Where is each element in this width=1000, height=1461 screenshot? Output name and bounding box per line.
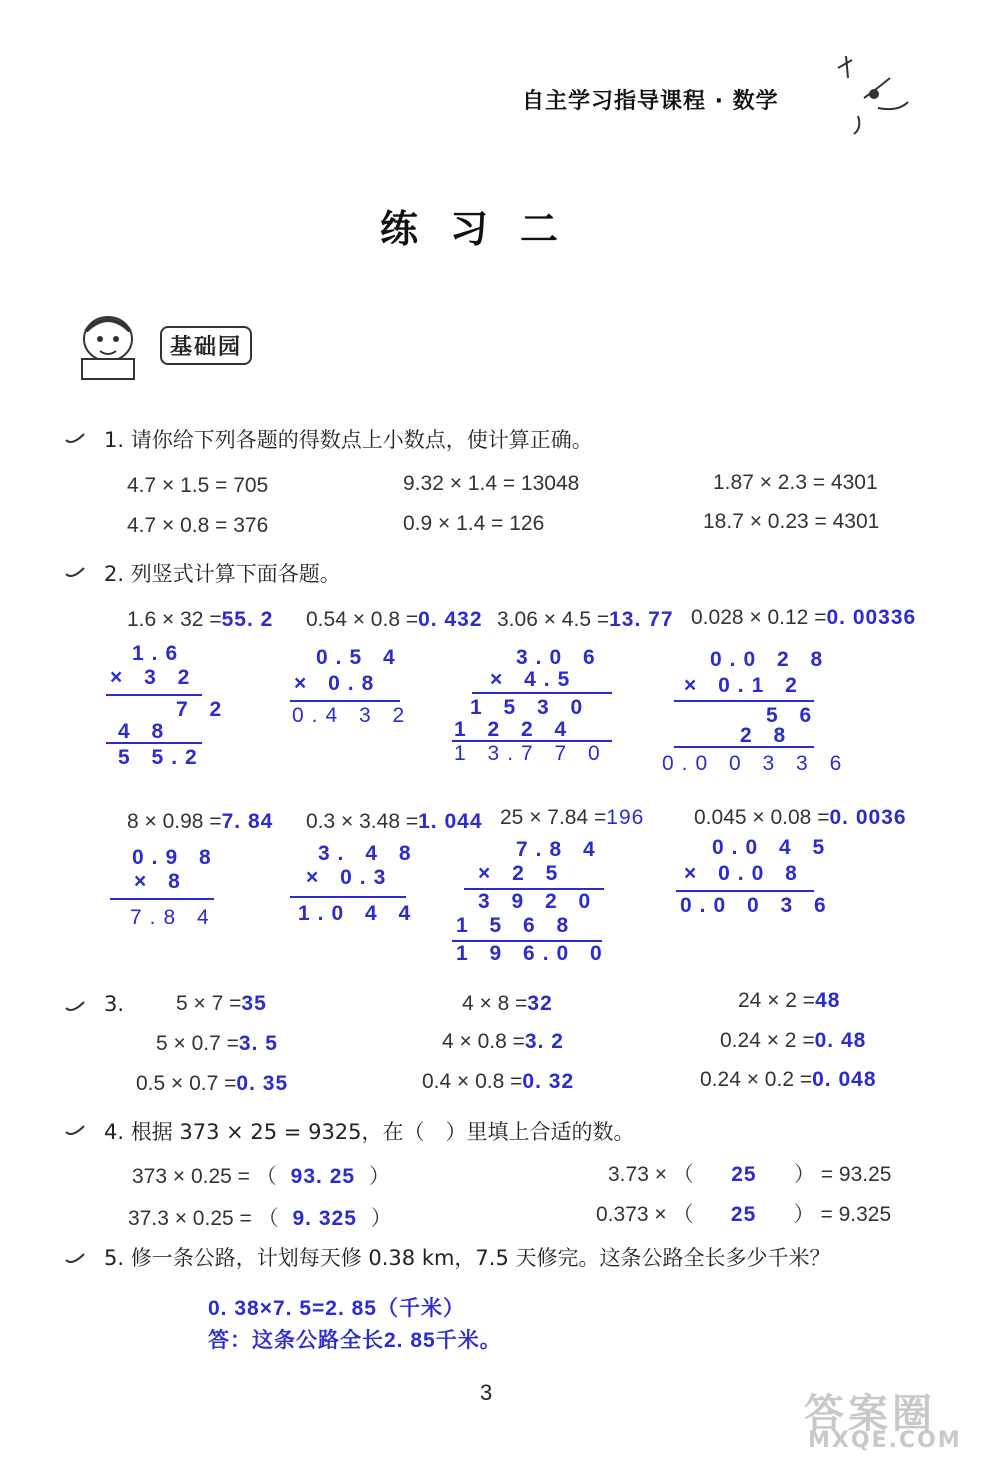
work-line: 1 5 6 8 <box>456 914 577 937</box>
work-line: × 3 2 <box>110 666 198 689</box>
work-rule <box>472 692 612 694</box>
q3-item: 5 × 0.7 =3. 5 <box>156 1032 278 1055</box>
work-line: × 0.3 <box>306 866 394 889</box>
work-line: 7.8 4 <box>130 906 217 929</box>
work-line: 5 5.2 <box>118 746 205 769</box>
work-rule <box>290 700 400 702</box>
work-line: 3. 4 8 <box>318 842 419 865</box>
q5-solution: 0. 38×7. 5=2. 85（千米） <box>208 1297 465 1320</box>
q2-prompt: 2. 列竖式计算下面各题。 <box>104 562 341 586</box>
work-line: 0.0 2 8 <box>710 648 831 671</box>
q1-prompt: 1. 请你给下列各题的得数点上小数点，使计算正确。 <box>104 428 593 452</box>
q3-item: 24 × 2 =48 <box>738 989 841 1012</box>
q2-item-1: 1.6 × 32 =55. 2 <box>127 608 274 631</box>
check-mark-icon <box>64 1000 86 1014</box>
page-title: 练习二 <box>380 206 591 251</box>
q2-item-3: 3.06 × 4.5 =13. 77 <box>497 608 674 631</box>
page-number: 3 <box>480 1380 493 1405</box>
q3-item: 5 × 7 =35 <box>176 992 267 1015</box>
work-rule <box>674 700 814 702</box>
q2-item-2: 0.54 × 0.8 =0. 432 <box>306 608 483 631</box>
check-mark-icon <box>64 1124 86 1138</box>
q3-number: 3. <box>104 992 125 1016</box>
work-line: 1 3.7 7 0 <box>454 742 608 765</box>
q3-item: 0.4 × 0.8 =0. 32 <box>422 1070 575 1093</box>
work-line: 0.4 3 2 <box>292 704 413 727</box>
work-line: × 0.0 8 <box>684 862 805 885</box>
watermark-logo: 答案圈 <box>804 1391 936 1437</box>
decoration-figure-icon <box>818 38 918 138</box>
q3-item: 4 × 8 =32 <box>462 992 553 1015</box>
watermark-url: MXQE.COM <box>808 1428 962 1453</box>
work-rule <box>290 896 406 898</box>
work-line: × 2 5 <box>478 862 566 885</box>
q4-item: 0.373 × （ 25 ） = 9.325 <box>596 1203 892 1226</box>
work-rule <box>674 746 814 748</box>
q2-item-6: 0.3 × 3.48 =1. 044 <box>306 810 483 833</box>
q4-prompt: 4. 根据 373 × 25 = 9325，在（ ）里填上合适的数。 <box>104 1120 635 1144</box>
q4-item: 3.73 × （ 25 ） = 93.25 <box>608 1163 892 1186</box>
student-cartoon-icon <box>62 305 152 385</box>
check-mark-icon <box>64 566 86 580</box>
work-rule <box>110 898 214 900</box>
q1-item: 4.7 × 1.5 = 705 <box>127 474 269 497</box>
q5-prompt: 5. 修一条公路，计划每天修 0.38 km，7.5 天修完。这条公路全长多少千米？ <box>104 1246 831 1270</box>
q1-item: 9.32 × 1.4 = 13048 <box>403 472 580 495</box>
q4-item: 373 × 0.25 = （ 93. 25 ） <box>132 1165 390 1188</box>
q2-item-5: 8 × 0.98 =7. 84 <box>127 810 274 833</box>
q2-item-8: 0.045 × 0.08 =0. 0036 <box>694 806 907 829</box>
work-line: 0.0 4 5 <box>712 836 833 859</box>
work-rule <box>676 890 814 892</box>
check-mark-icon <box>64 1252 86 1266</box>
q4-item: 37.3 × 0.25 = （ 9. 325 ） <box>128 1207 392 1230</box>
work-rule <box>106 742 202 744</box>
q3-item: 4 × 0.8 =3. 2 <box>442 1030 564 1053</box>
work-line: 7 2 <box>176 698 230 721</box>
work-line: 0.0 0 3 3 6 <box>662 752 850 775</box>
work-line: 1.6 <box>132 642 186 665</box>
q5-answer: 答：这条公路全长2. 85千米。 <box>208 1329 502 1352</box>
work-line: 7.8 4 <box>516 838 603 861</box>
section-label: 基础园 <box>160 326 252 365</box>
header-title: 自主学习指导课程 · 数学 <box>522 89 779 114</box>
q3-item: 0.24 × 0.2 =0. 048 <box>700 1068 877 1091</box>
q2-item-7: 25 × 7.84 =196 <box>500 806 645 829</box>
work-line: 2 8 <box>740 724 794 747</box>
work-line: 3.0 6 <box>516 646 603 669</box>
work-line: 1.0 4 4 <box>298 902 419 925</box>
work-line: × 4.5 <box>490 668 578 691</box>
work-line: 1 5 3 0 <box>470 696 591 719</box>
work-line: × 8 <box>134 870 188 893</box>
check-mark-icon <box>64 432 86 446</box>
work-line: 0.0 0 3 6 <box>680 894 834 917</box>
work-line: 1 2 2 4 <box>454 718 575 741</box>
q3-item: 0.24 × 2 =0. 48 <box>720 1029 867 1052</box>
work-line: 0.9 8 <box>132 846 219 869</box>
work-line: × 0.8 <box>294 672 382 695</box>
q2-item-4: 0.028 × 0.12 =0. 00336 <box>691 606 917 629</box>
work-rule <box>106 694 202 696</box>
q1-item: 18.7 × 0.23 = 4301 <box>703 510 880 533</box>
work-line: 5 6 <box>766 704 820 727</box>
q1-item: 1.87 × 2.3 = 4301 <box>713 471 878 494</box>
work-line: 1 9 6.0 0 <box>456 942 610 965</box>
work-line: × 0.1 2 <box>684 674 805 697</box>
q1-item: 0.9 × 1.4 = 126 <box>403 512 545 535</box>
q3-item: 0.5 × 0.7 =0. 35 <box>136 1072 289 1095</box>
work-line: 3 9 2 0 <box>478 890 599 913</box>
work-line: 0.5 4 <box>316 646 403 669</box>
work-line: 4 8 <box>118 720 172 743</box>
q1-item: 4.7 × 0.8 = 376 <box>127 514 269 537</box>
